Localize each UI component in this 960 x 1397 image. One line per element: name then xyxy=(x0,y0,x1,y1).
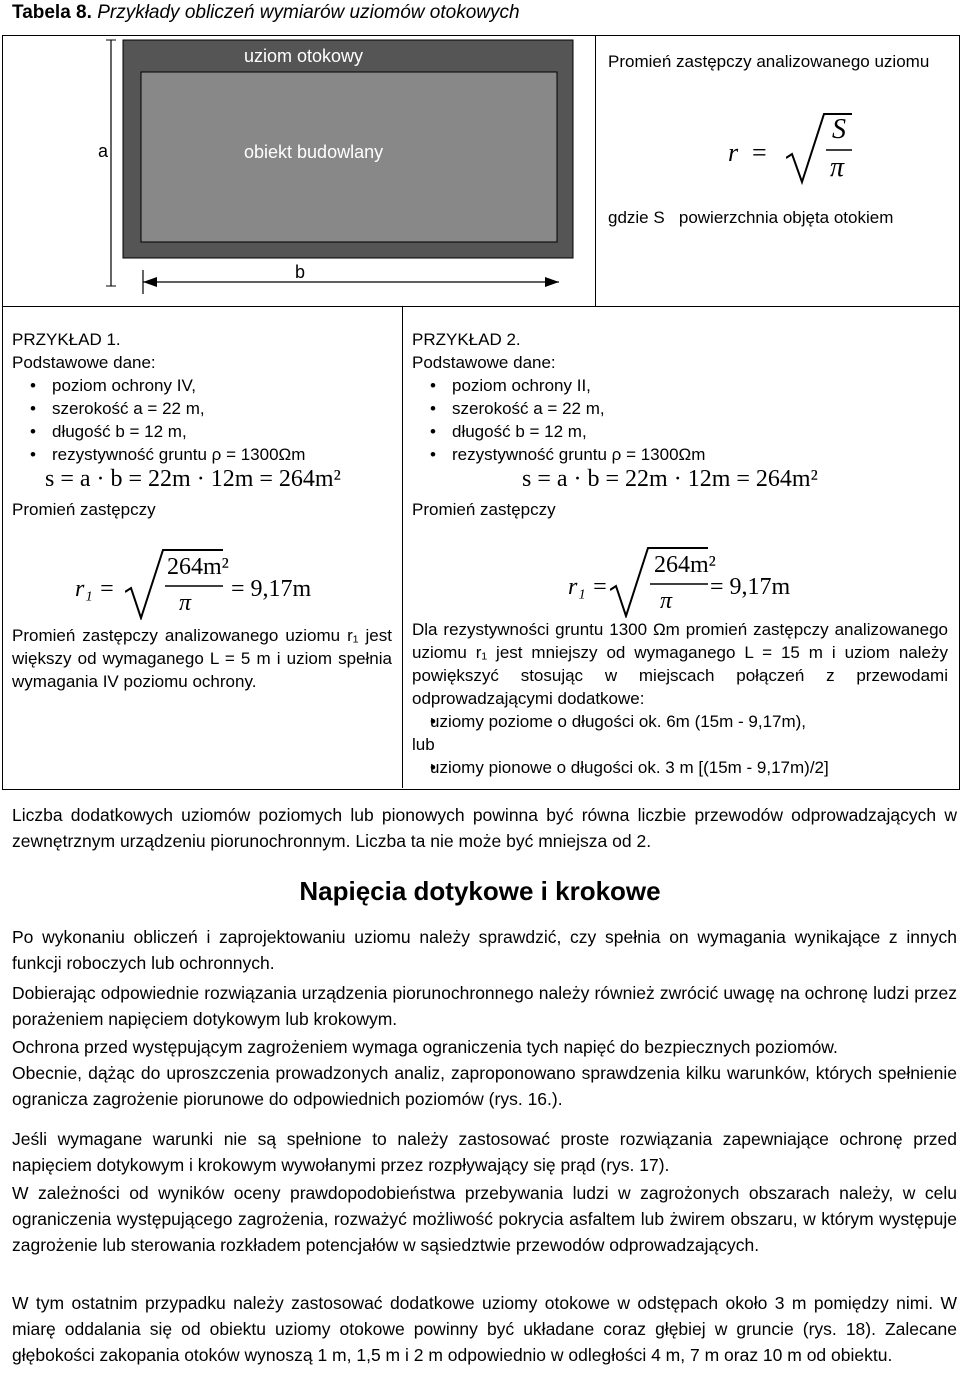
paragraph-after-table: Liczba dodatkowych uziomów poziomych lub pionowych powinna być równa liczbie przewodów odprowadzających w zewnętrznym urządzeniu piorunochronnym. Liczba ta nie może być mniejsza od 2. xyxy=(12,805,957,851)
paragraph: W zależności od wyników oceny prawdopodobieństwa przebywania ludzi w zagrożonych obszarach należy, w celu ograniczenia występującego zagrożenia, rozważyć możliwość pokrycia asfaltem lub żwirem obszaru, w którym występuje zagrożenie lub sterowania rozkładem potencjałów w sąsiedztwie przewodów odprowadzających. xyxy=(12,1183,957,1255)
dim-b-label: b xyxy=(295,262,306,282)
building-label: obiekt budowlany xyxy=(244,142,384,162)
r1-denominator: π xyxy=(179,590,192,616)
example2-conclusion: Dla rezystywności gruntu 1300 Ωm promień zastępczy analizowanego uziomu r₁ jest mniejszy od wymaganego L = 15 m i uziom należy powiększyć stosując w miejscach połączeń z przewodami odprowadzającymi dodatkowe: xyxy=(412,620,948,708)
example1-conclusion: Promień zastępczy analizowanego uziomu r₁ jest większy od wymaganego L = 5 m i uziom spełnia wymagania IV poziomu ochrony. xyxy=(12,626,392,691)
example1-heading: PRZYKŁAD 1. xyxy=(12,330,121,349)
S-symbol: S xyxy=(832,114,846,145)
r1-numerator: 264m² xyxy=(654,552,716,578)
paragraph: Ochrona przed występującym zagrożeniem wymaga ograniczenia tych napięć do bezpiecznych poziomów. xyxy=(12,1037,838,1057)
list-item: • rezystywność gruntu ρ = 1300Ωm xyxy=(12,443,392,466)
r1-rhs: = 9,17m xyxy=(710,574,791,600)
paragraph: Obecnie, dążąc do uproszczenia prowadzonych analiz, zaproponowano sprawdzenia kilku warunków, których spełnienie ogranicza zagrożenie piorunowe do odpowiednich poziomów (rys. 16.). xyxy=(12,1063,957,1109)
example1-subheading: Podstawowe dane: xyxy=(12,353,156,372)
pi-symbol: π xyxy=(830,152,845,183)
or-text: lub xyxy=(412,735,435,754)
example2-subheading: Podstawowe dane: xyxy=(412,353,556,372)
r1-rhs: = 9,17m xyxy=(231,576,312,602)
list-item: • poziom ochrony IV, xyxy=(12,374,392,397)
list-item: • szerokość a = 22 m, xyxy=(12,397,392,420)
row-divider xyxy=(2,306,960,307)
section-title: Napięcia dotykowe i krokowe xyxy=(299,876,661,906)
example1-cell xyxy=(12,328,392,466)
table-caption xyxy=(12,2,520,24)
example2-radius-label: Promień zastępczy xyxy=(412,500,556,519)
example2-area-formula: s = a · b = 22m · 12m = 264m² xyxy=(522,466,818,492)
list-item: • szerokość a = 22 m, xyxy=(412,397,952,420)
r-equals-sqrt xyxy=(728,108,846,186)
col-divider-top xyxy=(595,35,596,307)
outer-ring-label: uziom otokowy xyxy=(244,46,364,66)
example2-option-list xyxy=(412,756,948,779)
formula-box-title: Promień zastępczy analizowanego uziomu xyxy=(608,52,930,71)
list-item: • uziomy poziome o długości ok. 6m (15m - 9,17m), xyxy=(412,710,948,733)
example2-r1-formula xyxy=(568,546,888,618)
caption-text: Przykłady obliczeń wymiarów uziomów otokowych xyxy=(97,2,520,23)
list-item: • długość b = 12 m, xyxy=(12,420,392,443)
eq-symbol: = xyxy=(752,138,767,167)
example1-area-formula: s = a · b = 22m · 12m = 264m² xyxy=(45,466,341,492)
r1-denominator: π xyxy=(660,588,673,614)
caption-label: Tabela 8. xyxy=(12,2,92,23)
r1-lhs: r₁ = xyxy=(75,576,115,602)
list-item: • poziom ochrony II, xyxy=(412,374,952,397)
example1-radius-label: Promień zastępczy xyxy=(12,500,156,519)
r-symbol: r xyxy=(728,138,739,167)
r1-numerator: 264m² xyxy=(167,554,229,580)
example2-heading: PRZYKŁAD 2. xyxy=(412,330,521,349)
example2-option-list xyxy=(412,710,948,733)
example2-options xyxy=(412,710,948,779)
paragraph: W tym ostatnim przypadku należy zastosować dodatkowe uziomy otokowe w odstępach około 3 m pomiędzy nimi. W miarę oddalania się od obiektu uziomy otokowe powinny być układane coraz głębiej w gruncie (rys. 18). Zalecane głębokości zakopania otoków wynoszą 1 m, 1,5 m i 2 m odpowiednio w odległości 4 m, 7 m oraz 10 m od obiektu. xyxy=(12,1293,957,1365)
paragraph: Jeśli wymagane warunki nie są spełnione to należy zastosować proste rozwiązania zapewniające ochronę przed napięciem dotykowym i krokowym wywołanymi przez rozpływający się prąd (rys. 17). xyxy=(12,1129,957,1175)
paragraph: Dobierając odpowiednie rozwiązania urządzenia piorunochronnego należy również zwrócić uwagę na ochronę ludzi przez porażeniem napięciem dotykowym lub krokowym. xyxy=(12,983,957,1029)
paragraph: Po wykonaniu obliczeń i zaprojektowaniu uziomu należy sprawdzić, czy spełnia on wymagania wynikające z innych funkcji roboczych lub ochronnych. xyxy=(12,927,957,973)
r1-lhs: r₁ = xyxy=(568,574,608,600)
list-item: • długość b = 12 m, xyxy=(412,420,952,443)
example2-data-list xyxy=(412,374,952,466)
list-item: • uziomy pionowe o długości ok. 3 m [(15m - 9,17m)/2] xyxy=(412,756,948,779)
col-divider-bottom xyxy=(402,306,403,788)
example1-r1-formula xyxy=(75,548,395,620)
dim-a-label: a xyxy=(98,141,109,161)
list-item: • rezystywność gruntu ρ = 1300Ωm xyxy=(412,443,952,466)
formula-where: gdzie S powierzchnia objęta otokiem xyxy=(608,208,894,227)
example2-cell xyxy=(412,328,952,466)
example1-data-list xyxy=(12,374,392,466)
